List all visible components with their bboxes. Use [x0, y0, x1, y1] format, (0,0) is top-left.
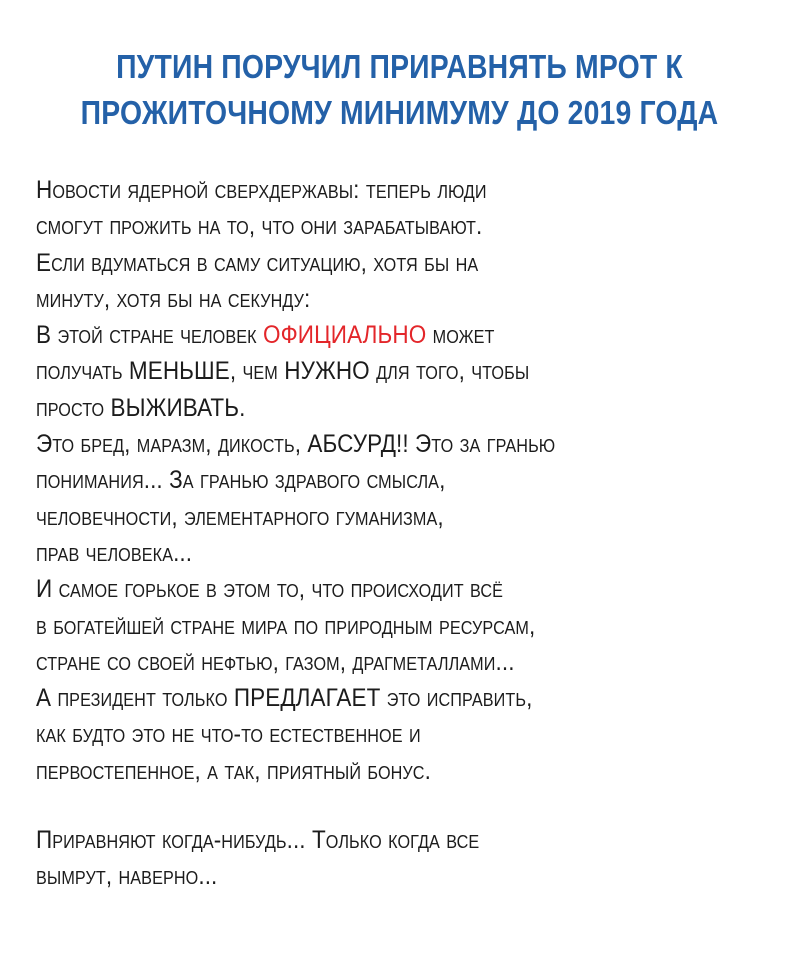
headline-line-1: ПУТИН ПОРУЧИЛ ПРИРАВНЯТЬ МРОТ К: [116, 48, 683, 85]
body-line: получать МЕНЬШЕ, чем НУЖНО для того, чтобы: [36, 357, 530, 386]
body-line: как будто это не что-то естественное и: [36, 720, 421, 749]
body-line: стране со своей нефтью, газом, драгметаллами...: [36, 647, 515, 676]
body-line-suffix: может: [426, 321, 495, 350]
body-line: смогут прожить на то, что они зарабатывают.: [36, 212, 483, 241]
body-line: И самое горькое в этом то, что происходит всё: [36, 575, 504, 604]
body-line: Это бред, маразм, дикость, АБСУРД!! Это за гранью: [36, 430, 556, 459]
body-line: прав человека...: [36, 538, 193, 567]
body-line: Новости ядерной сверхдержавы: теперь люди: [36, 176, 487, 204]
article-body: [36, 172, 702, 895]
body-line: понимания... За гранью здравого смысла,: [36, 466, 446, 495]
headline: [56, 44, 743, 136]
body-line-prefix: В этой стране человек: [36, 321, 264, 350]
headline-line-2: ПРОЖИТОЧНОМУ МИНИМУМУ ДО 2019 ГОДА: [80, 94, 719, 131]
body-line: в богатейшей стране мира по природным ресурсам,: [36, 611, 536, 640]
highlight-word: ОФИЦИАЛЬНО: [263, 321, 427, 350]
body-line: вымрут, наверно...: [36, 862, 218, 891]
body-line: просто ВЫЖИВАТЬ.: [36, 393, 246, 422]
body-line: минуту, хотя бы на секунду:: [36, 284, 311, 313]
body-line: Приравняют когда-нибудь... Только когда все: [36, 826, 480, 855]
body-line: человечности, элементарного гуманизма,: [36, 502, 444, 531]
body-line-highlighted: [36, 317, 702, 353]
paragraph-gap: [36, 789, 702, 822]
body-line: Если вдуматься в саму ситуацию, хотя бы на: [36, 248, 479, 277]
body-line: А президент только ПРЕДЛАГАЕТ это исправить,: [36, 684, 533, 713]
body-line: первостепенное, а так, приятный бонус.: [36, 756, 431, 785]
